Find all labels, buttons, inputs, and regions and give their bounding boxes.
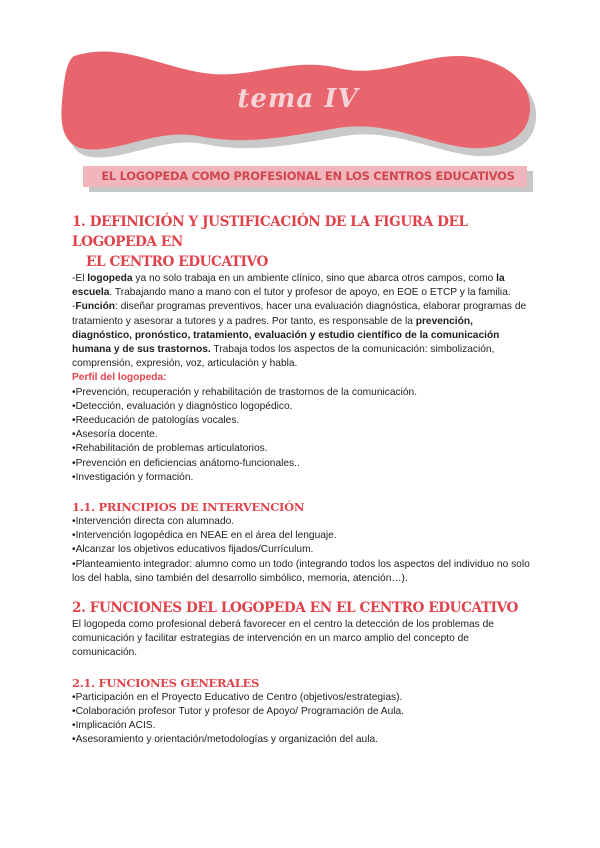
paragraph-funcion — [72, 300, 532, 371]
list-item: •Prevención, recuperación y rehabilitación de trastornos de la comunicación. — [72, 386, 418, 398]
list-item: •Participación en el Proyecto Educativo de Centro (objetivos/estrategias). — [72, 691, 403, 703]
text-run: ya no solo trabaja en un ambiente clínico, sino que abarca otros campos, como — [132, 273, 497, 284]
section-1-heading-line2: EL CENTRO EDUCATIVO — [86, 254, 268, 270]
bold-run: logopeda — [87, 273, 133, 284]
perfil-title: Perfil del logopeda: — [72, 372, 167, 384]
section-2-1-heading: 2.1. FUNCIONES GENERALES — [72, 675, 260, 690]
list-item: •Detección, evaluación y diagnóstico logopédico. — [72, 400, 293, 412]
spacer — [72, 485, 532, 499]
text-run: . Trabajando mano a mano con el tutor y profesor de apoyo, en EOE o ETCP y la familia. — [109, 287, 511, 299]
text-run: Trabaja todos los aspectos de la comunicación: simbolización, comprensión, expresión, voz, articulación y habla. — [72, 344, 495, 370]
section-1-heading — [72, 212, 532, 272]
bold-run: la escuela — [72, 273, 505, 299]
section-1-heading-line1: 1. DEFINICIÓN Y JUSTIFICACIÓN DE LA FIGURA DEL LOGOPEDA EN — [72, 214, 468, 250]
spacer — [72, 661, 532, 675]
subtitle-band — [83, 166, 533, 192]
paragraph-funciones: El logopeda como profesional deberá favorecer en el centro la detección de los problemas de comunicación y facilitar estrategias de intervención en un marco amplio del concepto de comunicación. — [72, 619, 494, 659]
dash-bullet: - — [72, 301, 76, 313]
topic-title: tema IV — [237, 84, 359, 114]
text-run: : diseñar programas preventivos, hacer una evaluación diagnóstica, elaborar programas de tratamiento y asesorar a tutores y a padres. Por tanto, es responsable de la — [72, 301, 527, 327]
list-item: •Reeducación de patologías vocales. — [72, 415, 240, 427]
list-item: •Planteamiento integrador: alumno como un todo (integrando todos los aspectos del individuo no solo los del habla, sino también del desarrollo simbólico, memoria, atención…). — [72, 558, 530, 584]
text-run: El — [75, 273, 88, 284]
spacer — [72, 586, 532, 598]
list-item: •Rehabilitación de problemas articulatorios. — [72, 443, 268, 455]
paragraph-logopeda — [72, 272, 532, 300]
list-item: •Implicación ACIS. — [72, 720, 156, 732]
bold-run: prevención, diagnóstico, pronóstico, tratamiento, evaluación y estudio científico de la comunicación humana y de sus trastornos. — [72, 315, 500, 356]
section-1-1-heading: 1.1. PRINCIPIOS DE INTERVENCIÓN — [72, 500, 305, 515]
list-item: •Investigación y formación. — [72, 471, 194, 483]
section-2-heading: 2. FUNCIONES DEL LOGOPEDA EN EL CENTRO EDUCATIVO — [72, 600, 518, 617]
title-banner — [58, 38, 538, 170]
list-item: •Alcanzar los objetivos educativos fijados/Currículum. — [72, 544, 314, 556]
list-item: •Intervención logopédica en NEAE en el área del lenguaje. — [72, 530, 337, 542]
list-item: •Prevención en deficiencias anátomo-funcionales.. — [72, 457, 300, 469]
list-item: •Asesoría docente. — [72, 429, 158, 441]
dash-bullet: - — [72, 273, 76, 284]
list-item: •Colaboración profesor Tutor y profesor de Apoyo/ Programación de Aula. — [72, 705, 405, 717]
list-item: •Asesoramiento y orientación/metodologías y organización del aula. — [72, 734, 378, 746]
document-body — [72, 212, 532, 747]
list-item: •Intervención directa con alumnado. — [72, 516, 235, 528]
page-subtitle: EL LOGOPEDA COMO PROFESIONAL EN LOS CENTROS EDUCATIVOS — [101, 169, 515, 183]
bold-run: Función — [75, 301, 116, 313]
